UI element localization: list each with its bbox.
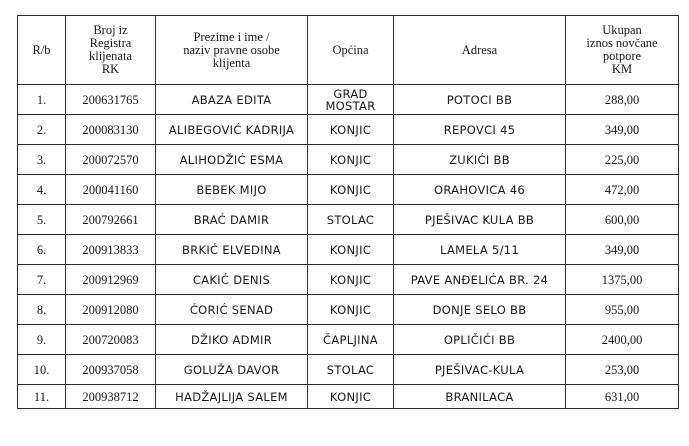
cell-broj: 200083130	[66, 115, 156, 145]
cell-ime: ĆORIĆ SENAD	[156, 295, 308, 325]
header-rb: R/b	[18, 16, 66, 85]
cell-rb: 6.	[18, 235, 66, 265]
cell-broj: 200913833	[66, 235, 156, 265]
table-row	[18, 205, 679, 235]
cell-iznos: 349,00	[566, 115, 679, 145]
cell-broj: 200912080	[66, 295, 156, 325]
cell-adresa: PJEŠIVAC KULA BB	[394, 205, 566, 235]
cell-iznos: 1375,00	[566, 265, 679, 295]
cell-ime: ALIBEGOVIĆ KADRIJA	[156, 115, 308, 145]
cell-rb: 10.	[18, 355, 66, 385]
cell-ime: ABAZA EDITA	[156, 85, 308, 115]
header-ime: Prezime i ime / naziv pravne osobe klijenta	[156, 16, 308, 85]
cell-iznos: 2400,00	[566, 325, 679, 355]
cell-iznos: 225,00	[566, 145, 679, 175]
cell-opcina: ČAPLJINA	[308, 325, 394, 355]
cell-broj: 200937058	[66, 355, 156, 385]
cell-adresa: REPOVCI 45	[394, 115, 566, 145]
cell-ime: GOLUŽA DAVOR	[156, 355, 308, 385]
header-broj: Broj iz Registra klijenata RK	[66, 16, 156, 85]
cell-ime: DŽIKO ADMIR	[156, 325, 308, 355]
cell-opcina: KONJIC	[308, 265, 394, 295]
cell-ime: CAKIĆ DENIS	[156, 265, 308, 295]
table-row	[18, 385, 679, 409]
cell-adresa: DONJE SELO BB	[394, 295, 566, 325]
cell-iznos: 349,00	[566, 235, 679, 265]
cell-adresa: PJEŠIVAC-KULA	[394, 355, 566, 385]
table-row	[18, 235, 679, 265]
cell-broj: 200792661	[66, 205, 156, 235]
cell-ime: HADŽAJLIJA SALEM	[156, 385, 308, 409]
cell-adresa: POTOCI BB	[394, 85, 566, 115]
table-row	[18, 175, 679, 205]
table-body	[18, 85, 679, 409]
cell-iznos: 631,00	[566, 385, 679, 409]
cell-opcina: KONJIC	[308, 175, 394, 205]
cell-rb: 9.	[18, 325, 66, 355]
cell-rb: 5.	[18, 205, 66, 235]
cell-iznos: 253,00	[566, 355, 679, 385]
cell-opcina: GRAD MOSTAR	[308, 85, 394, 115]
table-row	[18, 295, 679, 325]
cell-iznos: 600,00	[566, 205, 679, 235]
cell-broj: 200720083	[66, 325, 156, 355]
table-row	[18, 115, 679, 145]
cell-broj: 200072570	[66, 145, 156, 175]
cell-opcina: KONJIC	[308, 385, 394, 409]
cell-rb: 1.	[18, 85, 66, 115]
cell-adresa: OPLIČIĆI BB	[394, 325, 566, 355]
clients-support-table	[17, 15, 679, 409]
header-opcina: Općina	[308, 16, 394, 85]
cell-opcina: KONJIC	[308, 115, 394, 145]
cell-adresa: PAVE ANĐELIĆA BR. 24	[394, 265, 566, 295]
cell-ime: BRAĆ DAMIR	[156, 205, 308, 235]
header-adresa: Adresa	[394, 16, 566, 85]
cell-broj: 200041160	[66, 175, 156, 205]
cell-iznos: 288,00	[566, 85, 679, 115]
cell-rb: 4.	[18, 175, 66, 205]
table-row	[18, 145, 679, 175]
cell-opcina: STOLAC	[308, 205, 394, 235]
cell-adresa: ZUKIĆI BB	[394, 145, 566, 175]
cell-opcina: KONJIC	[308, 235, 394, 265]
cell-opcina: KONJIC	[308, 145, 394, 175]
cell-opcina: STOLAC	[308, 355, 394, 385]
cell-broj: 200938712	[66, 385, 156, 409]
cell-broj: 200631765	[66, 85, 156, 115]
table-row	[18, 325, 679, 355]
cell-adresa: BRANILACA	[394, 385, 566, 409]
cell-iznos: 955,00	[566, 295, 679, 325]
cell-broj: 200912969	[66, 265, 156, 295]
cell-rb: 11.	[18, 385, 66, 409]
table-header-row	[18, 16, 679, 85]
cell-rb: 8.	[18, 295, 66, 325]
cell-opcina: KONJIC	[308, 295, 394, 325]
cell-adresa: ORAHOVICA 46	[394, 175, 566, 205]
cell-iznos: 472,00	[566, 175, 679, 205]
cell-ime: ALIHODŽIĆ ESMA	[156, 145, 308, 175]
header-iznos: Ukupan iznos novčane potpore KM	[566, 16, 679, 85]
table-row	[18, 85, 679, 115]
table-row	[18, 265, 679, 295]
cell-rb: 7.	[18, 265, 66, 295]
cell-rb: 2.	[18, 115, 66, 145]
cell-rb: 3.	[18, 145, 66, 175]
cell-adresa: LAMELA 5/11	[394, 235, 566, 265]
cell-ime: BEBEK MIJO	[156, 175, 308, 205]
table-row	[18, 355, 679, 385]
cell-ime: BRKIĆ ELVEDINA	[156, 235, 308, 265]
